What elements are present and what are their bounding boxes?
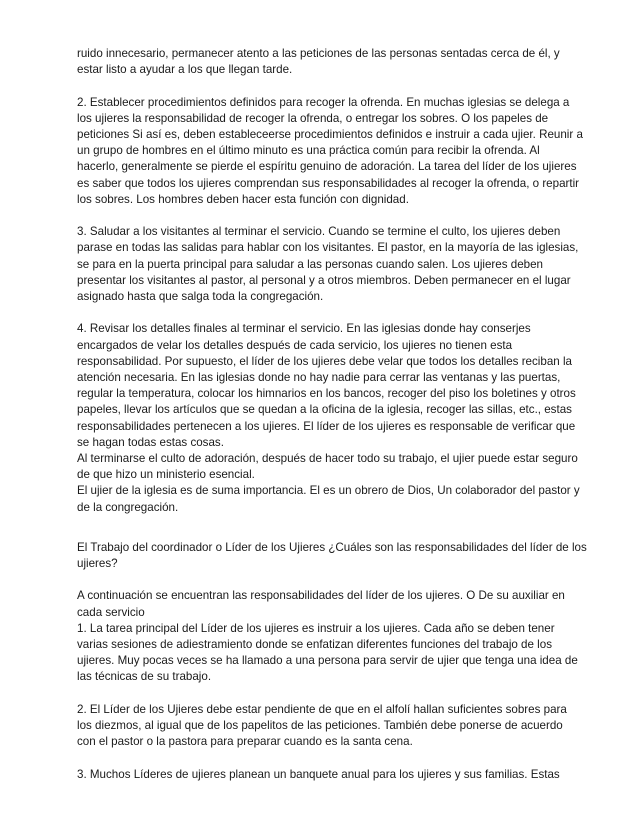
text-line: 4. Revisar los detalles finales al terminar el servicio. En las iglesias donde hay conserjes [77, 322, 531, 336]
paragraph-leader-responsibilities [77, 588, 577, 685]
text-line: responsabilidades pertenecen a los ujieres. El líder de los ujieres es responsable de verificar que [77, 419, 576, 433]
text-line: asignado hasta que salga toda la congregación. [77, 290, 324, 304]
text-line: 3. Muchos Líderes de ujieres planean un banquete anual para los ujieres y sus familias. Estas [77, 767, 560, 781]
text-line: los ujieres la responsabilidad de recoger la ofrenda, o entregar los sobres. O los papeles de [77, 111, 549, 125]
text-line: Al terminarse el culto de adoración, después de hacer todo su trabajo, el ujier puede estar seguro [77, 452, 578, 466]
text-line: las técnicas de su trabajo. [77, 670, 212, 684]
text-line: presentar los visitantes al pastor, al personal y a otros miembros. Deben permanecer en el lugar [77, 273, 571, 287]
text-line: de que hizo un ministerio esencial. [77, 468, 255, 482]
text-line: cada servicio [77, 605, 145, 619]
paragraph-offering-procedures [77, 95, 583, 208]
text-line: encargados de velar los detalles después de cada servicio, los ujieres no tienen esta [77, 338, 513, 352]
section-heading-leader-work [77, 540, 587, 572]
paragraph-ushers-attention [77, 46, 577, 78]
text-line: El ujier de la iglesia es de suma importancia. El es un obrero de Dios, Un colaborador del pastor y [77, 484, 580, 498]
text-line: 2. El Líder de los Ujieres debe estar pendiente de que en el alfolí hallan suficientes sobres para [77, 702, 567, 716]
text-line: A continuación se encuentran las responsabilidades del líder de los ujieres. O De su auxiliar en [77, 589, 565, 603]
text-line: ujieres? [77, 557, 118, 571]
text-line: hacerlo, generalmente se pierde el espíritu genuino de adoración. La tarea del líder de los ujieres [77, 160, 577, 174]
text-line: de la congregación. [77, 500, 179, 514]
text-line: se para en la puerta principal para saludar a las personas cuando salen. Los ujieres deben [77, 257, 543, 271]
text-line: los sobres. Los hombres deben hacer esta función con dignidad. [77, 192, 409, 206]
text-line: parase en todas las salidas para hablar con los visitantes. El pastor, en la mayoría de las iglesias, [77, 241, 579, 255]
text-line: peticiones Si así es, deben estableceerse procedimientos definidos e instruir a cada ujier. Reunir a [77, 128, 583, 141]
text-line: un grupo de hombres en el último minuto es una práctica común para recibir la ofrenda. Al [77, 144, 540, 158]
text-line: ujieres. Muy pocas veces se ha llamado a una persona para servir de ujier que tenga una idea de [77, 654, 578, 668]
text-line: es saber que todos los ujieres comprendan sus responsabilidades al recoger la ofrenda, o repartir [77, 176, 580, 190]
text-line: responsabilidad. Por supuesto, el líder de los ujieres debe velar que todos los detalles reciban la [77, 354, 572, 368]
text-line: 2. Establecer procedimientos definidos para recoger la ofrenda. En muchas iglesias se delega a [77, 95, 570, 109]
text-line: 3. Saludar a los visitantes al terminar el servicio. Cuando se termine el culto, los ujieres deben [77, 225, 561, 239]
text-line: ruido innecesario, permanecer atento a las peticiones de las personas sentadas cerca de él, y [77, 47, 560, 60]
paragraph-final-details [77, 321, 580, 515]
document-page [77, 46, 587, 799]
text-line: los diezmos, al igual que de los papelitos de las peticiones. También debe ponerse de acuerdo [77, 719, 563, 733]
text-line: varias sesiones de adiestramiento donde se enfatizan diferentes funciones del trabajo de los [77, 638, 552, 652]
paragraph-envelopes [77, 702, 577, 751]
paragraph-greet-visitors [77, 224, 577, 305]
text-line: atención necesaria. En las iglesias donde no hay nadie para cerrar las ventanas y las puertas, [77, 371, 561, 385]
text-line: se hagan todas estas cosas. [77, 435, 224, 449]
paragraph-banquet [77, 767, 577, 783]
text-line: regular la temperatura, colocar los himnarios en los bancos, recoger del piso los boletines y otros [77, 387, 576, 401]
text-line: papeles, llevar los artículos que se quedan a la oficina de la iglesia, recoger las sillas, etc., estas [77, 403, 572, 417]
text-line: con el pastor o la pastora para preparar cuando es la santa cena. [77, 735, 413, 749]
text-line: El Trabajo del coordinador o Líder de los Ujieres ¿Cuáles son las responsabilidades del líder de los [77, 540, 587, 554]
text-line: 1. La tarea principal del Líder de los ujieres es instruir a los ujieres. Cada año se deben tener [77, 621, 555, 635]
text-line: estar listo a ayudar a los que llegan tarde. [77, 63, 293, 77]
